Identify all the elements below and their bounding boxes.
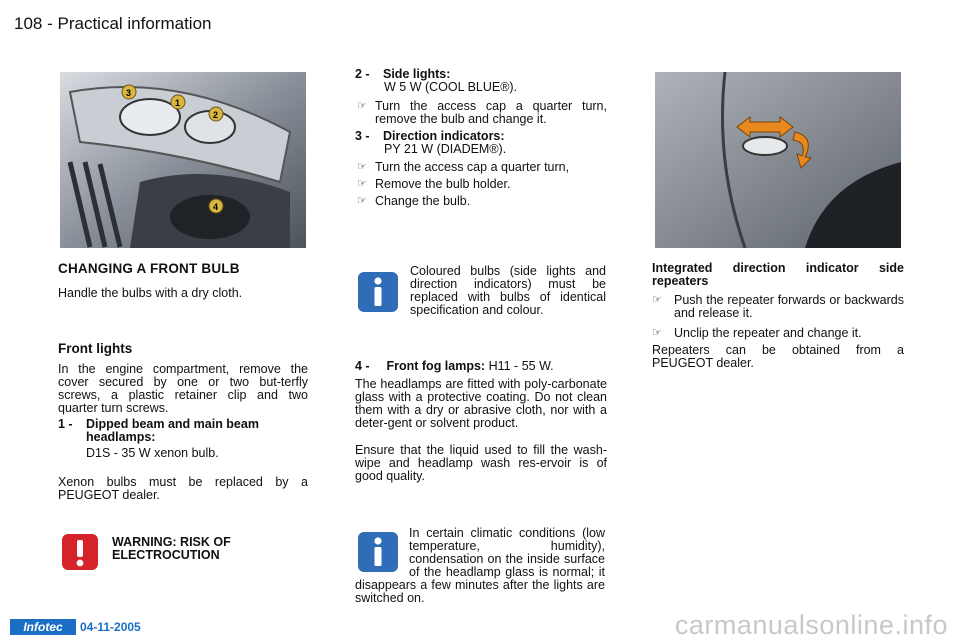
- pointing-hand-icon: ☞: [357, 195, 367, 207]
- svg-text:2: 2: [213, 110, 219, 120]
- info-box-bulbs: [357, 265, 607, 335]
- item-1-title: Dipped beam and main beam headlamps:: [86, 417, 259, 444]
- item-4-number: 4 -: [355, 359, 370, 373]
- item-3-number: 3 -: [355, 129, 370, 143]
- headlamp-photo: [60, 72, 306, 248]
- pointing-hand-icon: ☞: [652, 294, 662, 306]
- pointing-hand-icon: ☞: [652, 327, 662, 339]
- footer-date: 04-11-2005: [80, 620, 141, 634]
- side-repeaters-note: Repeaters can be obtained from a PEUGEOT dealer.: [652, 343, 904, 370]
- info-condensation-text: In certain climatic conditions (low temperature, humidity), condensation on the inside surface of the headlamp glass is normal; it disappears a few minutes after the lights are switched on.: [355, 526, 605, 605]
- item-3-step: ☞ Change the bulb.: [357, 194, 471, 208]
- item-3-title: Direction indicators:: [383, 129, 505, 143]
- wash-fluid-text: Ensure that the liquid used to fill the wash-wipe and headlamp wash res-ervoir is of good quality.: [355, 443, 607, 483]
- intro-text: Handle the bulbs with a dry cloth.: [58, 286, 243, 300]
- item-3-step: ☞ Remove the bulb holder.: [357, 177, 511, 191]
- item-4-value: H11 - 55 W.: [488, 359, 554, 373]
- headlamp-glass-text: The headlamps are fitted with poly-carbonate glass with a protective coating. Do not clean them with a dry or abrasive cloth, nor with a deter-gent or solvent product.: [355, 377, 607, 430]
- front-lights-heading: Front lights: [58, 341, 133, 356]
- item-2-value: W 5 W (COOL BLUE®).: [384, 80, 518, 94]
- section-heading: CHANGING A FRONT BULB: [58, 261, 240, 276]
- pointing-hand-icon: ☞: [357, 100, 367, 112]
- info-box-condensation: [355, 527, 607, 607]
- side-repeater-step: ☞ Unclip the repeater and change it.: [652, 326, 862, 340]
- item-4: [355, 360, 607, 373]
- item-1-value: D1S - 35 W xenon bulb.: [86, 446, 219, 460]
- item-1-number: 1 -: [58, 417, 73, 431]
- warning-text: WARNING: RISK OF ELECTROCUTION: [112, 535, 231, 562]
- info-bulbs-text: Coloured bulbs (side lights and direction indicators) must be replaced with bulbs of identical specification and colour.: [410, 264, 606, 317]
- exclamation-icon: [60, 532, 100, 572]
- side-repeaters-heading: Integrated direction indicator side repeaters: [652, 261, 904, 288]
- warning-box: [60, 532, 310, 574]
- svg-text:1: 1: [175, 98, 181, 108]
- item-2-step: ☞ Turn the access cap a quarter turn, remove the bulb and change it.: [357, 99, 607, 126]
- item-1: [58, 418, 308, 444]
- page-header: [14, 14, 212, 34]
- item-4-title: Front fog lamps:: [386, 359, 486, 373]
- svg-text:3: 3: [126, 88, 132, 98]
- side-repeater-photo: [655, 72, 901, 248]
- front-lights-text: In the engine compartment, remove the cover secured by one or two but-terfly screws, a plastic retainer clip and two quarter turn screws.: [58, 362, 308, 415]
- item-2-number: 2 -: [355, 67, 370, 81]
- side-repeater-step: ☞ Push the repeater forwards or backwards and release it.: [652, 293, 904, 320]
- pointing-hand-icon: ☞: [357, 161, 367, 173]
- pointing-hand-icon: ☞: [357, 178, 367, 190]
- watermark: carmanualsonline.info: [674, 610, 948, 640]
- item-2-title: Side lights:: [383, 67, 451, 81]
- page-title: Practical information: [57, 14, 212, 33]
- item-3-value: PY 21 W (DIADEM®).: [384, 142, 507, 156]
- svg-text:4: 4: [213, 202, 219, 212]
- info-icon: [357, 271, 399, 313]
- xenon-note: Xenon bulbs must be replaced by a PEUGEOT dealer.: [58, 475, 308, 502]
- page-number: 108 -: [14, 14, 53, 33]
- infotec-logo: Infotec: [10, 619, 76, 635]
- item-3-step: ☞ Turn the access cap a quarter turn,: [357, 160, 570, 174]
